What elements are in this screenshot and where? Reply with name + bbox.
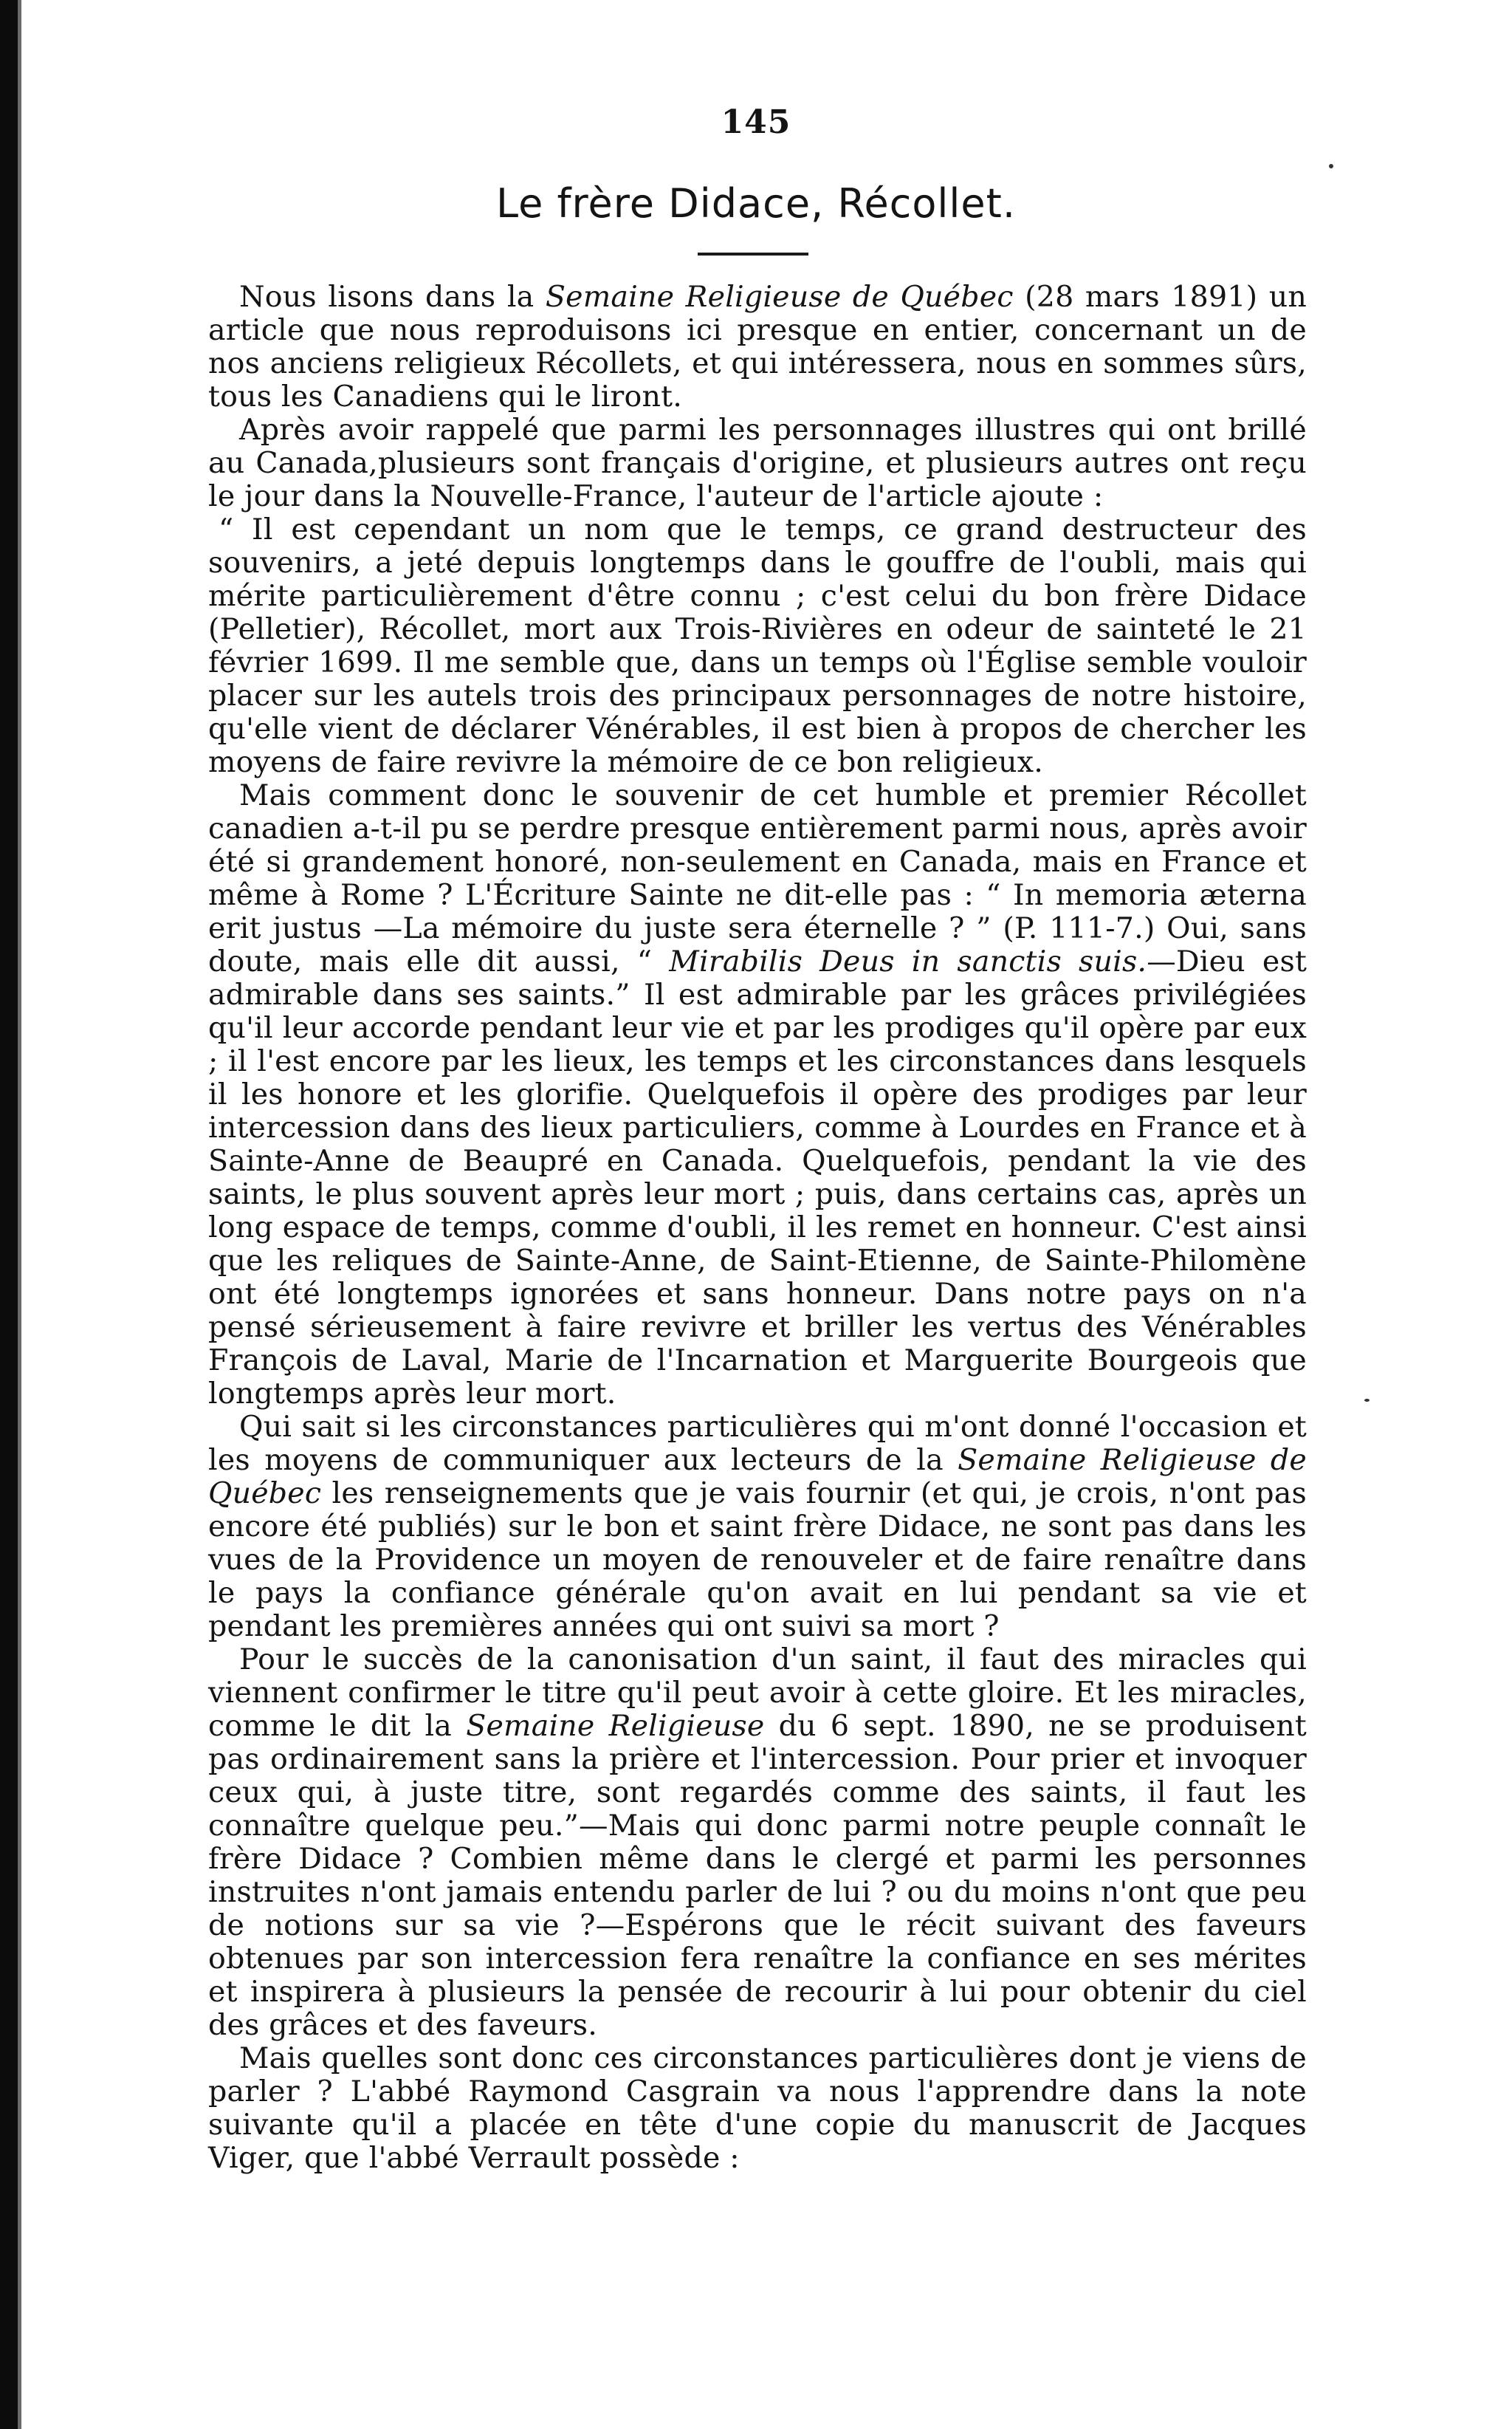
scan-binding-shadow: [18, 0, 21, 2429]
paragraph: [208, 281, 1307, 414]
article-title: Le frère Didace, Récollet.: [496, 180, 1016, 227]
paragraph: [208, 513, 1307, 779]
paragraph: [208, 414, 1307, 513]
page-number: 145: [721, 103, 791, 141]
paragraph-text: (28 mars 1891) un article que nous reproduisons ici presque en entier, concernant un de nos anciens religieux Récollets, et qui intéressera, nous en sommes sûrs, tous les Canadiens qui le liront.: [208, 280, 1307, 414]
paragraph: [208, 2042, 1307, 2175]
paragraph: [208, 1411, 1307, 1643]
italic-text: Semaine Religieuse de Québec: [545, 280, 1014, 314]
scan-speck: [1329, 164, 1333, 168]
italic-text: Semaine Religieuse de Québec: [208, 1443, 1307, 1510]
paragraph: [208, 1643, 1307, 2042]
paragraph-text: Qui sait si les circonstances particulières qui m'ont donné l'occasion et les moyens de communiquer aux lecteurs de la: [208, 1410, 1307, 1477]
paragraph-text: Mais comment donc le souvenir de cet humble et premier Récollet canadien a-t-il pu se perdre presque entièrement parmi nous, après avoir été si grandement honoré, non-seulement en Canada, mais en France et même à Rome ? L'Écriture Sainte ne dit-elle pas : “ In memoria æterna erit justus —La mémoire du juste sera éternelle ? ” (P. 111-7.) Oui, sans doute, mais elle dit aussi, “: [208, 778, 1307, 979]
paragraph-text: Pour le succès de la canonisation d'un saint, il faut des miracles qui viennent confirmer le titre qu'il peut avoir à cette gloire. Et les miracles, comme le dit la: [208, 1642, 1307, 1743]
paragraph-text: —Dieu est admirable dans ses saints.” Il est admirable par les grâces privilégiées qu'il leur accorde pendant leur vie et par les prodiges qu'il opère par eux ; il l'est encore par les lieux, les temps et les circonstances dans lesquels il les honore et les glorifie. Quelquefois il opère des prodiges par leur intercession dans des lieux particuliers, comme à Lourdes en France et à Sainte-Anne de Beaupré en Canada. Quelquefois, pendant la vie des saints, le plus souvent après leur mort ; puis, dans certains cas, après un long espace de temps, comme d'oubli, il les remet en honneur. C'est ainsi que les reliques de Sainte-Anne, de Saint-Etienne, de Sainte-Philomène ont été longtemps ignorées et sans honneur. Dans notre pays on n'a pensé sérieusement à faire revivre et briller les vertus des Vénérables François de Laval, Marie de l'Incarnation et Marguerite Bourgeois que longtemps après leur mort.: [208, 945, 1307, 1411]
paragraph: [208, 779, 1307, 1411]
paragraph-text: “ Il est cependant un nom que le temps, ce grand destructeur des souvenirs, a jeté depuis longtemps dans le gouffre de l'oubli, mais qui mérite particulièrement d'être connu ; c'est celui du bon frère Didace (Pelletier), Récollet, mort aux Trois-Rivières en odeur de sainteté le 21 février 1699. Il me semble que, dans un temps où l'Église semble vouloir placer sur les autels trois des principaux personnages de notre histoire, qu'elle vient de déclarer Vénérables, il est bien à propos de chercher les moyens de faire revivre la mémoire de ce bon religieux.: [208, 513, 1307, 779]
paragraph-text: Mais quelles sont donc ces circonstances particulières dont je viens de parler ? L'abbé Raymond Casgrain va nous l'apprendre dans la note suivante qu'il a placée en tête d'une copie du manuscrit de Jacques Viger, que l'abbé Verrault possède :: [208, 2041, 1307, 2175]
paragraph-text: Après avoir rappelé que parmi les personnages illustres qui ont brillé au Canada,plusieurs sont français d'origine, et plusieurs autres ont reçu le jour dans la Nouvelle-France, l'auteur de l'article ajoute :: [208, 413, 1307, 513]
italic-text: Semaine Religieuse: [466, 1709, 765, 1743]
paragraph-text: du 6 sept. 1890, ne se produisent pas ordinairement sans la prière et l'intercession. Pour prier et invoquer ceux qui, à juste titre, sont regardés comme des saints, il faut les connaître quelque peu.”—Mais qui donc parmi notre peuple connaît le frère Didace ? Combien même dans le clergé et parmi les personnes instruites n'ont jamais entendu parler de lui ? ou du moins n'ont que peu de notions sur sa vie ?—Espérons que le récit suivant des faveurs obtenues par son intercession fera renaître la confiance en ses mérites et inspirera à plusieurs la pensée de recourir à lui pour obtenir du ciel des grâces et des faveurs.: [208, 1709, 1307, 2042]
paragraph-text: les renseignements que je vais fournir (et qui, je crois, n'ont pas encore été publiés) sur le bon et saint frère Didace, ne sont pas dans les vues de la Providence un moyen de renouveler et de faire renaître dans le pays la confiance générale qu'on avait en lui pendant sa vie et pendant les premières années qui ont suivi sa mort ?: [208, 1476, 1307, 1643]
scan-speck: [1364, 1399, 1370, 1402]
italic-text: Mirabilis Deus in sanctis suis.: [669, 945, 1147, 979]
scan-binding-edge: [0, 0, 18, 2429]
title-divider: [698, 253, 808, 256]
article-body: [208, 281, 1307, 2175]
paragraph-text: Nous lisons dans la: [239, 280, 546, 314]
